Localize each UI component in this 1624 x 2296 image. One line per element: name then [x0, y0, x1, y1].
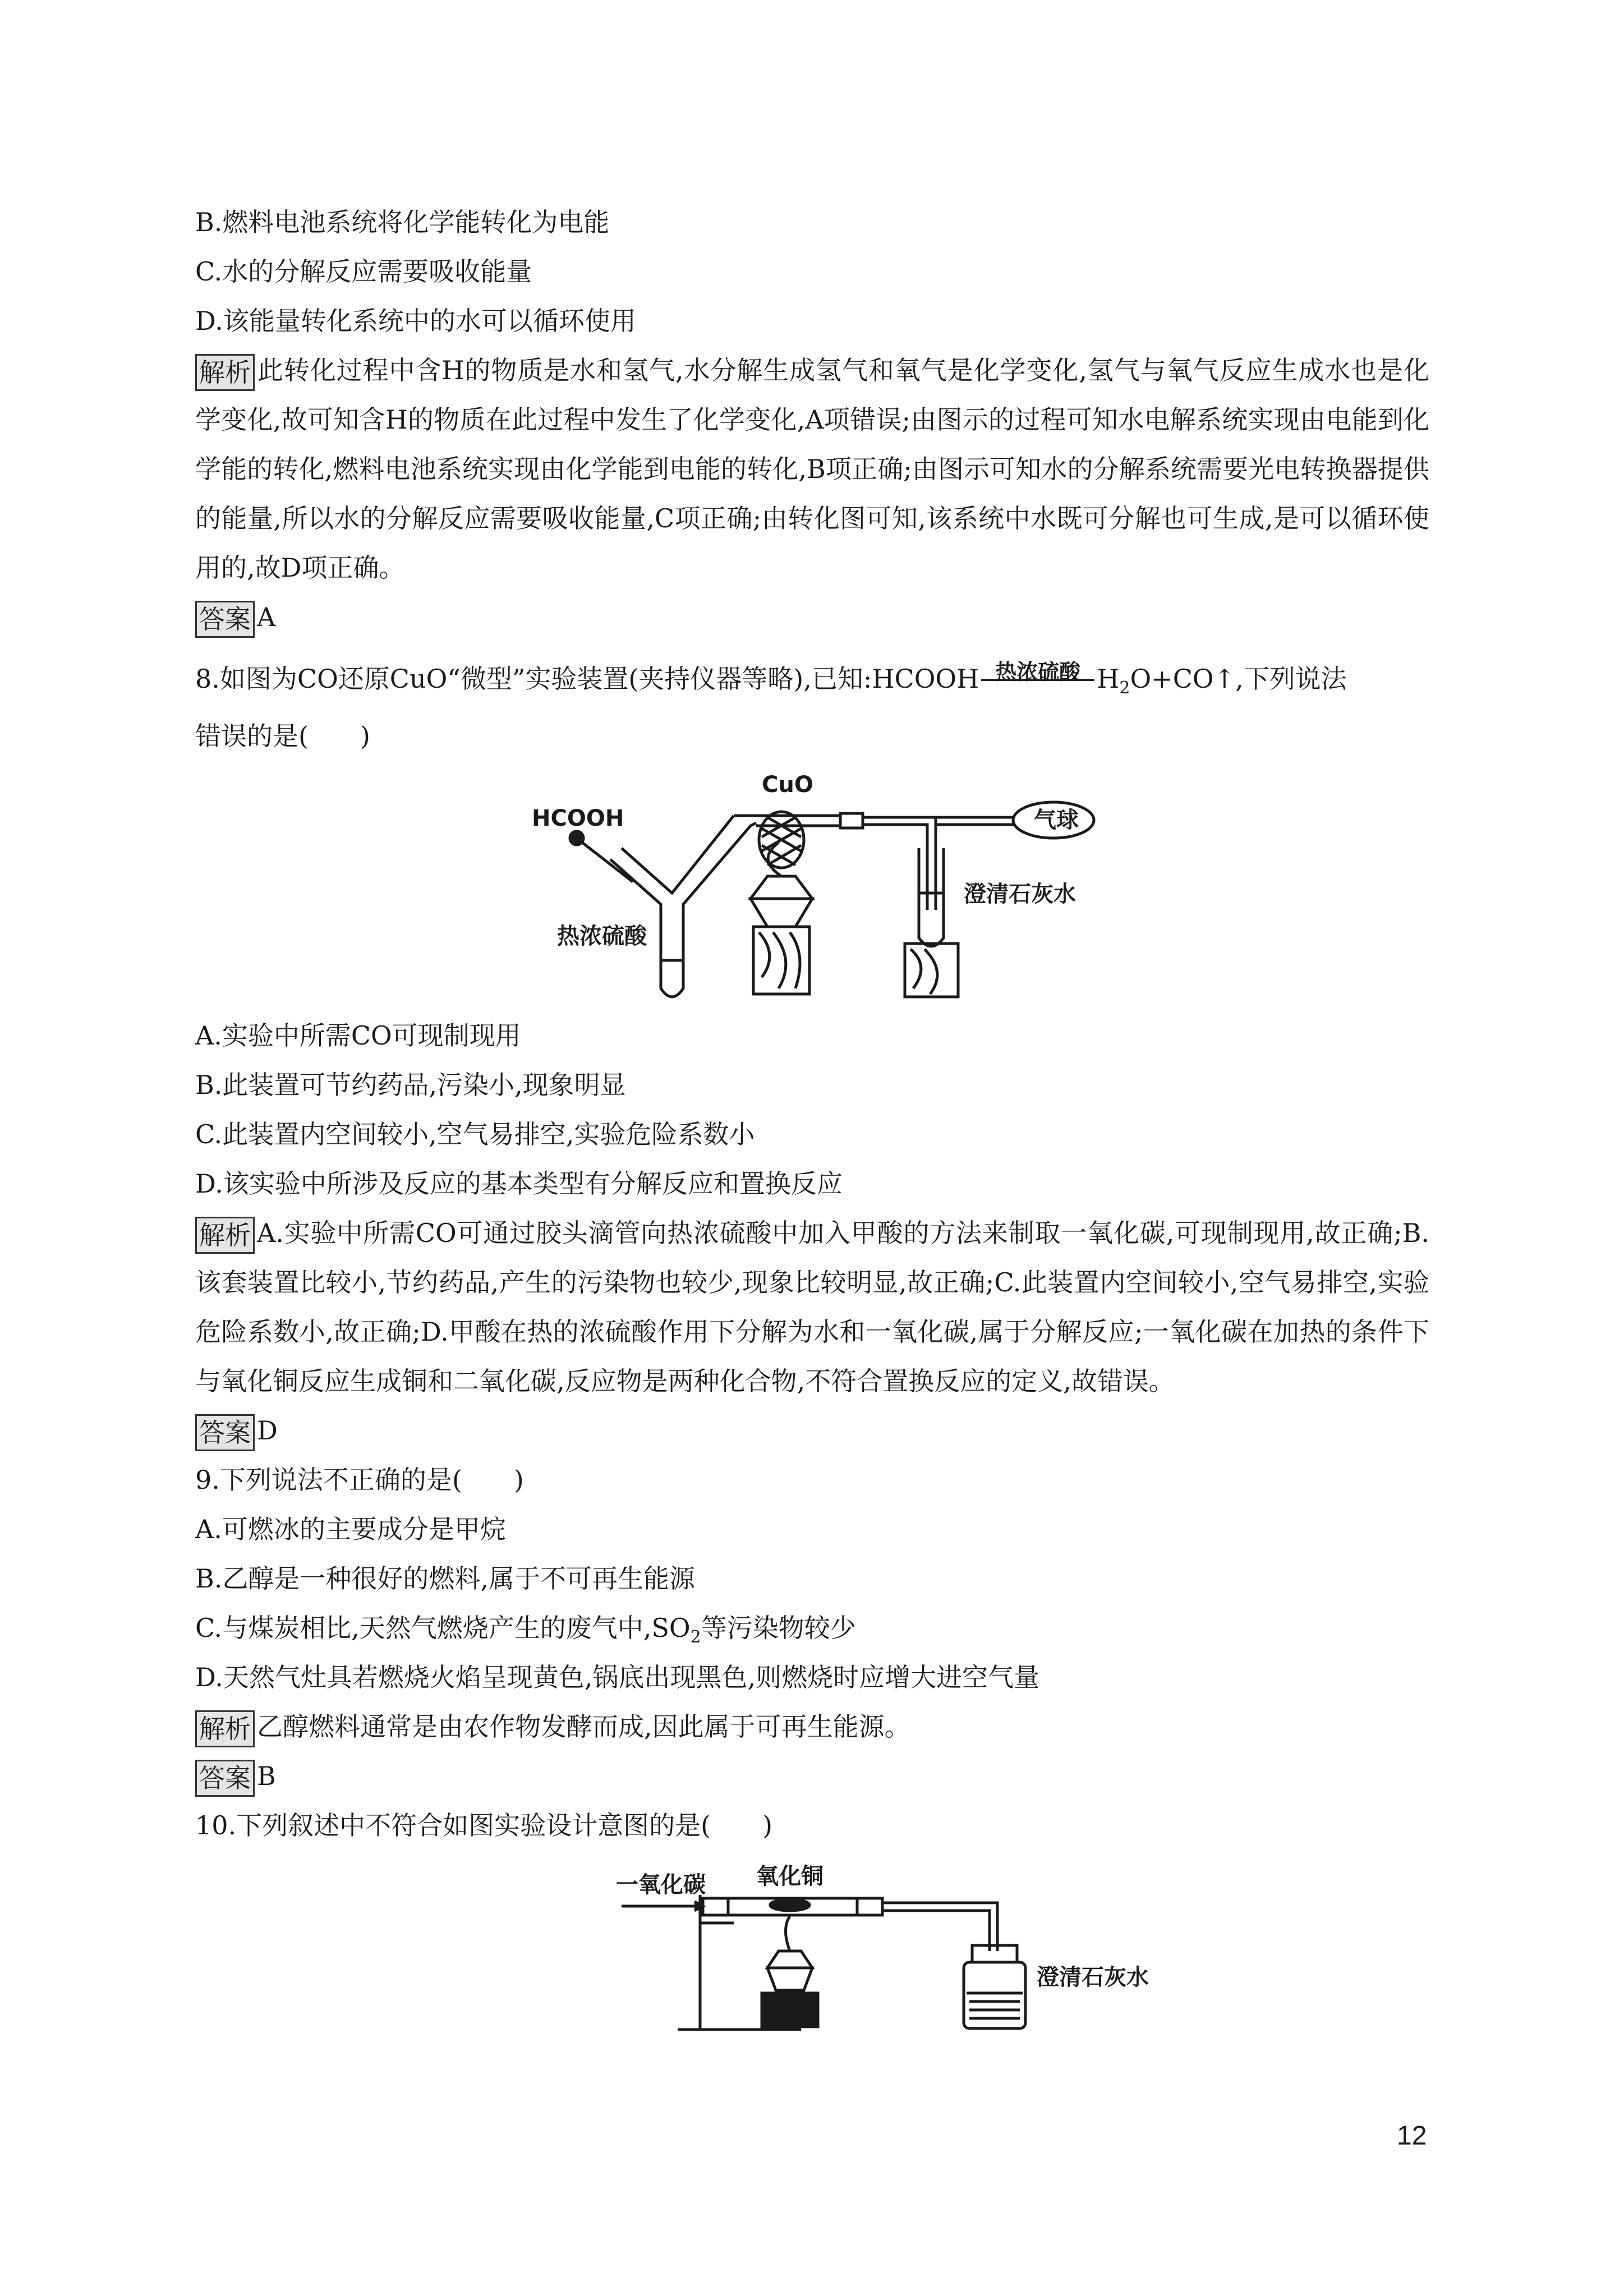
q8-answer-value: D [257, 1415, 278, 1446]
q9-analysis [195, 1702, 1429, 1751]
label-limewater-10: 澄清石灰水 [1037, 1964, 1149, 1990]
q8-analysis-text: A.实验中所需CO可通过胶头滴管向热浓硫酸中加入甲酸的方法来制取一氧化碳,可现制现用,故正确;B.该套装置比较小,节约药品,产生的污染物也较少,现象比较明显,故正确;C.此装置内空间较小,空气易排空,实验危险系数小,故正确;D.甲酸在热的浓硫酸作用下分解为水和一氧化碳,属于分解反应;一氧化碳在加热的条件下与氧化铜反应生成铜和二氧化碳,反应物是两种化合物,不符合置换反应的定义,故错误。 [195, 1218, 1429, 1396]
q9-answer-value: B [257, 1761, 276, 1791]
analysis-tag: 解析 [195, 1710, 255, 1747]
q8-option-b: B.此装置可节约药品,污染小,现象明显 [195, 1070, 626, 1100]
label-cuo: CuO [762, 772, 813, 798]
q9-analysis-text: 乙醇燃料通常是由农作物发酵而成,因此属于可再生能源。 [257, 1711, 910, 1742]
reaction-arrow [979, 660, 1097, 692]
q7-analysis-text: 此转化过程中含H的物质是水和氢气,水分解生成氢气和氧气是化学变化,氢气与氧气反应生成水也是化学变化,故可知含H的物质在此过程中发生了化学变化,A项错误;由图示的过程可知水电解系统实现由电能到化学能的转化,燃料电池系统实现由化学能到电能的转化,B项正确;由图示可知水的分解系统需要光电转换器提供的能量,所以水的分解反应需要吸收能量,C项正确;由转化图可知,该系统中水既可分解也可生成,是可以循环使用的,故D项正确。 [195, 355, 1429, 583]
q9-answer [195, 1751, 1429, 1801]
q8-option-a: A.实验中所需CO可现制现用 [195, 1020, 521, 1051]
answer-tag: 答案 [195, 1414, 255, 1451]
analysis-tag: 解析 [195, 354, 255, 391]
label-acid: 热浓硫酸 [557, 923, 647, 949]
q8-option-c: C.此装置内空间较小,空气易排空,实验危险系数小 [195, 1119, 755, 1149]
q8-stem-line1 [195, 650, 1429, 708]
q9-option-c-sub: 2 [690, 1627, 701, 1648]
page-content [195, 197, 1429, 2035]
analysis-tag: 解析 [195, 1217, 255, 1254]
q9-option-c-b: 等污染物较少 [701, 1613, 856, 1643]
q10-stem: 10.下列叙述中不符合如图实验设计意图的是( ) [195, 1810, 773, 1841]
q7-analysis [195, 346, 1429, 592]
q8-answer [195, 1406, 1429, 1455]
label-balloon: 气球 [1034, 807, 1079, 833]
label-hcooh: HCOOH [532, 806, 624, 831]
q8-analysis [195, 1208, 1429, 1406]
q8-stem-sub: 2 [1119, 678, 1130, 698]
q7-answer [195, 592, 1429, 642]
q8-stem-part-a: 8.如图为CO还原CuO“微型”实验装置(夹持仪器等略),已知:HCOOH [195, 664, 979, 694]
q8-apparatus-figure [195, 764, 1429, 1011]
answer-tag: 答案 [195, 1760, 255, 1797]
q9-option-c-a: C.与煤炭相比,天然气燃烧产生的废气中,SO [195, 1613, 691, 1643]
page-number: 12 [1397, 2121, 1427, 2151]
q7-option-c: C.水的分解反应需要吸收能量 [195, 256, 532, 287]
reaction-condition: 热浓硫酸 [995, 660, 1081, 684]
q8-stem-h: H [1097, 664, 1120, 694]
label-limewater: 澄清石灰水 [964, 881, 1076, 907]
label-cuo-10: 氧化铜 [756, 1864, 823, 1889]
q8-stem-line2: 错误的是( ) [195, 721, 370, 751]
q9-option-a: A.可燃冰的主要成分是甲烷 [195, 1514, 506, 1544]
q8-apparatus-diagram [195, 764, 1429, 1011]
dropper-icon [582, 843, 633, 882]
q8-stem-part-b: O+CO↑,下列说法 [1130, 664, 1347, 694]
answer-tag: 答案 [195, 601, 255, 638]
label-co: 一氧化碳 [616, 1872, 706, 1898]
q9-option-b: B.乙醇是一种很好的燃料,属于不可再生能源 [195, 1563, 696, 1594]
arrow-line [981, 679, 1094, 681]
q7-answer-value: A [257, 602, 276, 632]
q10-apparatus-diagram [195, 1850, 1429, 2035]
q9-option-c [195, 1603, 1429, 1653]
q9-option-d: D.天然气灶具若燃烧火焰呈现黄色,锅底出现黑色,则燃烧时应增大进空气量 [195, 1662, 1040, 1692]
q9-stem: 9.下列说法不正确的是( ) [195, 1465, 524, 1495]
q7-option-b: B.燃料电池系统将化学能转化为电能 [195, 207, 610, 237]
q8-option-d: D.该实验中所涉及反应的基本类型有分解反应和置换反应 [195, 1168, 843, 1199]
q7-option-d: D.该能量转化系统中的水可以循环使用 [195, 306, 636, 336]
q10-apparatus-figure [195, 1850, 1429, 2035]
